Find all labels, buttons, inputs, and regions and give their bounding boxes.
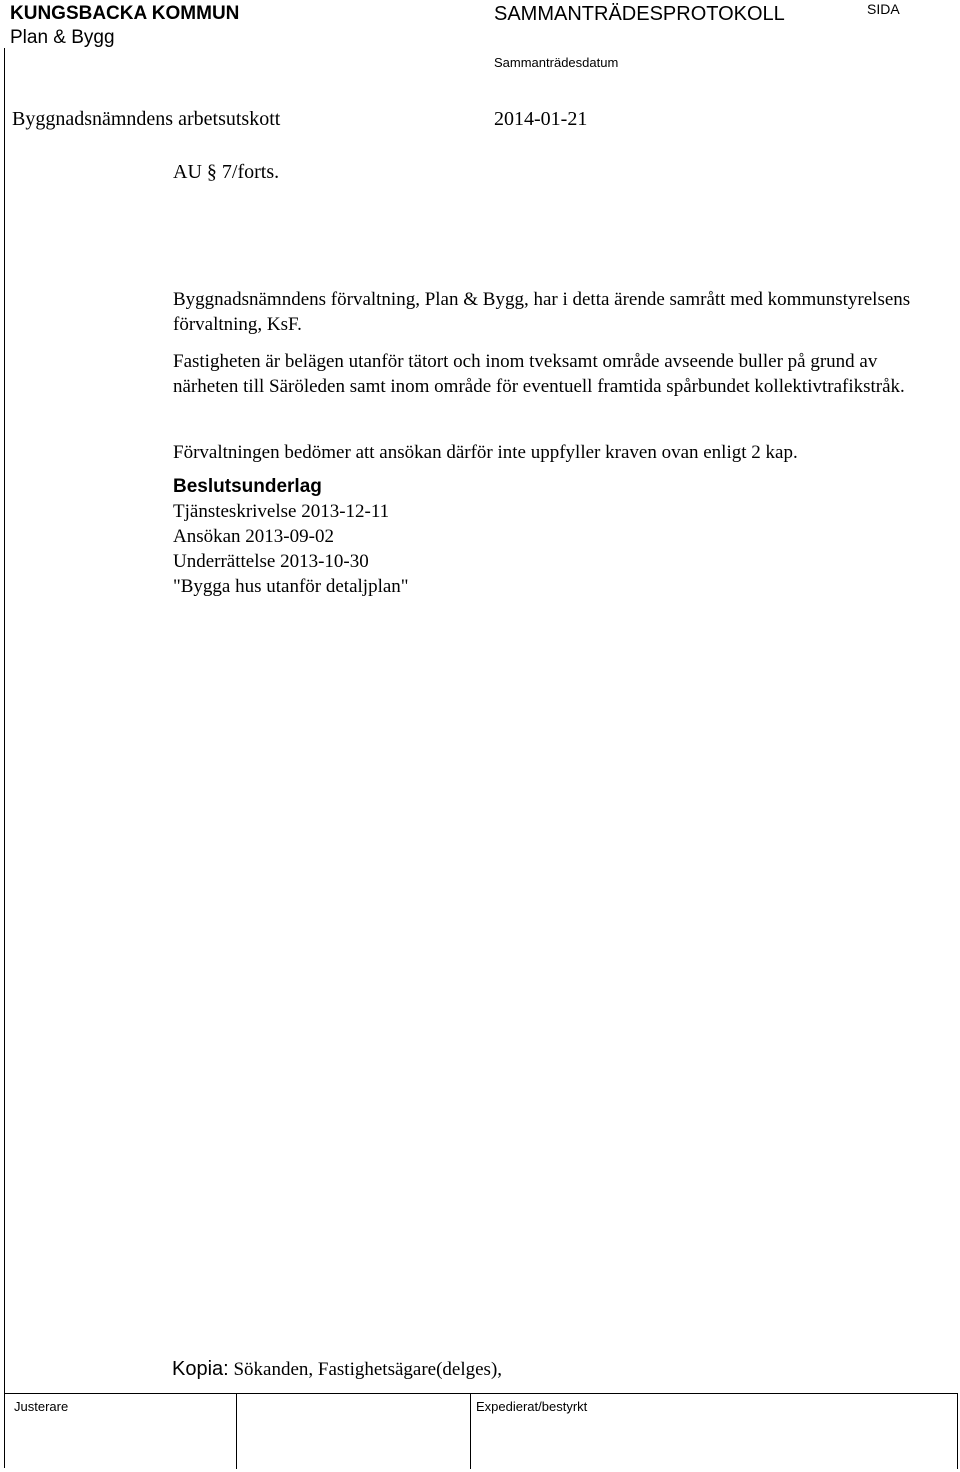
- paragraph-samrad: [173, 287, 943, 337]
- department: Plan & Bygg: [10, 27, 115, 48]
- paragraph-1: Byggnadsnämndens förvaltning, Plan & Bygg, har i detta ärende samrått med kommunstyrelsens förvaltning, KsF.: [173, 289, 911, 335]
- page-label: SIDA: [867, 1, 900, 17]
- decision-basis-item: Ansökan 2013-09-02: [173, 526, 334, 547]
- decision-basis-heading: Beslutsunderlag: [173, 476, 322, 497]
- meeting-date-label: Sammanträdesdatum: [494, 55, 619, 70]
- footer-top-border: [4, 1393, 958, 1394]
- section-id: AU § 7/forts.: [173, 161, 280, 183]
- decision-basis-item: Tjänsteskrivelse 2013-12-11: [173, 501, 390, 522]
- paragraph-2: Fastigheten är belägen utanför tätort och inom tveksamt område avseende buller på grund av närheten till Säröleden samt inom område för eventuell framtida spårbundet kollektivtrafikstråk.: [173, 351, 905, 397]
- right-margin-line: [957, 1393, 958, 1469]
- copy-label: Kopia:: [172, 1358, 229, 1380]
- footer-divider-1: [236, 1393, 237, 1469]
- footer-justerare: Justerare: [14, 1399, 69, 1414]
- paragraph-fastighet: [173, 349, 943, 399]
- copy-line: [172, 1358, 502, 1381]
- document-type: SAMMANTRÄDESPROTOKOLL: [494, 3, 785, 25]
- copy-recipients: Sökanden, Fastighetsägare(delges),: [233, 1359, 503, 1380]
- meeting-date: 2014-01-21: [494, 108, 588, 130]
- footer-divider-2: [470, 1393, 471, 1469]
- left-margin-line: [4, 48, 5, 1468]
- paragraph-bedomning: [173, 440, 943, 465]
- footer-expedierat: Expedierat/bestyrkt: [476, 1399, 588, 1414]
- org-name: KUNGSBACKA KOMMUN: [10, 3, 240, 24]
- committee-name: Byggnadsnämndens arbetsutskott: [12, 108, 281, 130]
- decision-basis-item: "Bygga hus utanför detaljplan": [173, 576, 409, 597]
- paragraph-3: Förvaltningen bedömer att ansökan därför inte uppfyller kraven ovan enligt 2 kap.: [173, 442, 798, 463]
- decision-basis-item: Underrättelse 2013-10-30: [173, 551, 369, 572]
